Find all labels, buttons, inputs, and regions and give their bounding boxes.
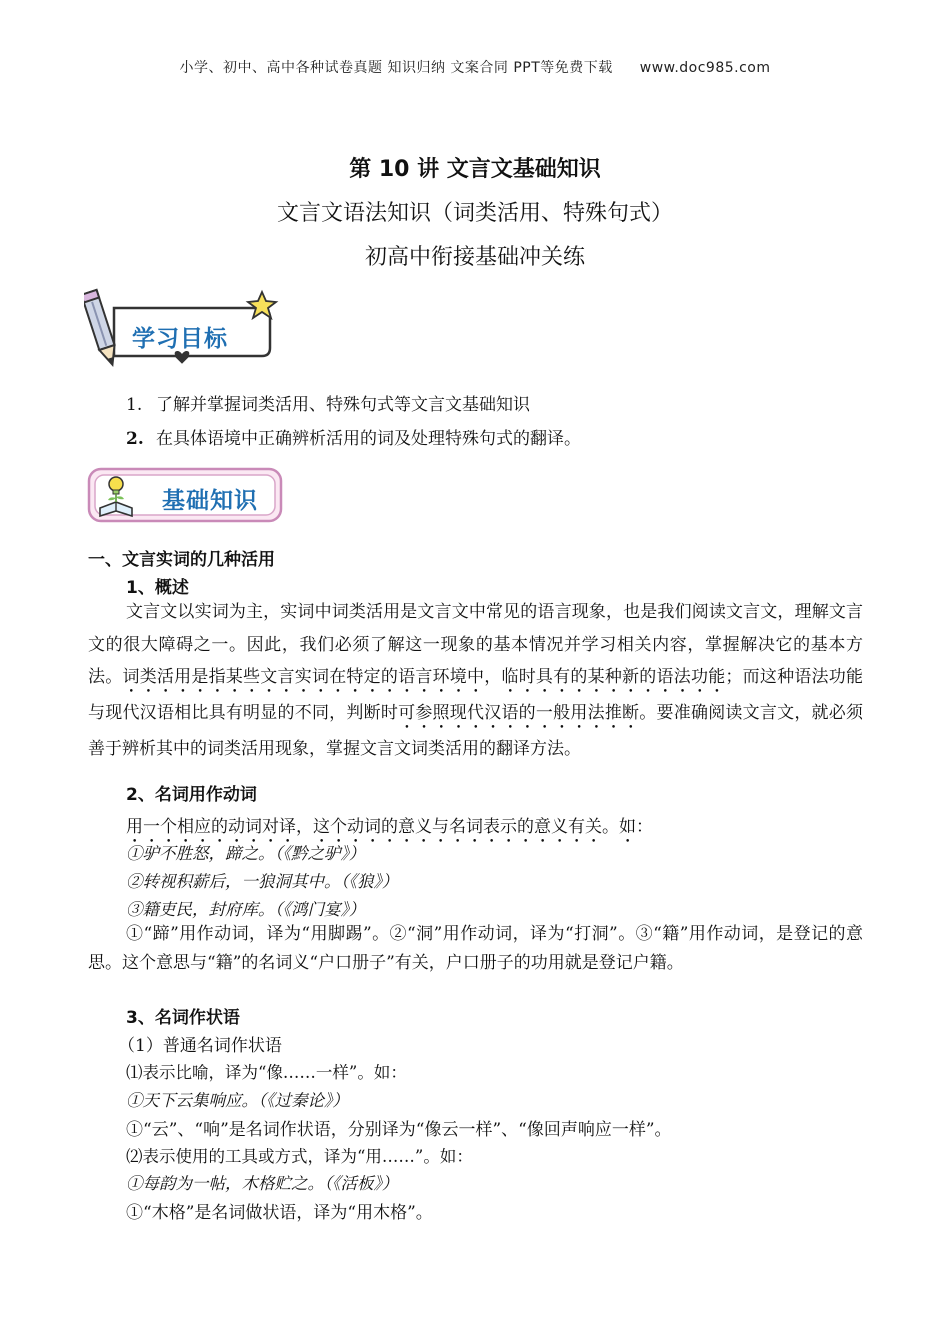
overview-paragraph (88, 596, 863, 766)
explanation-line: ①“云”、“响”是名词作状语，分别译为“像云一样”、“像回声响应一样”。 (126, 1120, 672, 1140)
goal-number: 1. (126, 395, 143, 415)
noun-adverbial-heading: 3、名词作状语 (126, 1008, 240, 1028)
overview-text-3: 。要准确阅读文言文，就必须善于辨析其中的词类活用现象，掌握文言文词类活用的翻译方法。 (88, 703, 864, 759)
overview-heading: 1、概述 (126, 578, 189, 598)
noun-verb-heading: 2、名词用作动词 (126, 785, 257, 805)
sub-heading: （1）普通名词作状语 (118, 1036, 282, 1056)
overview-text-2: ；而这种语法功能与现代汉语相比具有明显的不同，判断时 (88, 667, 864, 723)
overview-emphasis-1: 词类活用是指某些文言实词在特定的语言环境中，临时具有的某种新的语法功能 (122, 667, 726, 687)
lecture-subtitle-2: 初高中衔接基础冲关练 (364, 245, 585, 270)
section-heading: 一、文言实词的几种活用 (88, 550, 275, 570)
noun-verb-rule: 用一个相应的动词对译，这个动词的意义与名词表示的意义有关。如： (126, 817, 653, 837)
example-line: ①天下云集响应。（《过秦论》） (126, 1091, 349, 1110)
noun-verb-explanation: ①“蹄”用作动词，译为“用脚踢”。②“洞”用作动词，译为“打洞”。③“籍”用作动词，是登记的意思。这个意思与“籍”的名词义“户口册子”有关，户口册子的功用就是登记户籍。 (88, 924, 863, 973)
explanation-line: ①“木格”是名词做状语，译为“用木格”。 (126, 1203, 433, 1223)
goal-text: 了解并掌握词类活用、特殊句式等文言文基础知识 (156, 395, 530, 415)
page-header (0, 57, 950, 77)
overview-emphasis-2: 可参照现代汉语的一般用法推断 (398, 703, 640, 723)
example-line: ③籍吏民，封府库。（《鸿门宴》） (126, 900, 366, 919)
goal-text: 在具体语境中正确辨析活用的词及处理特殊句式的翻译。 (156, 429, 581, 449)
rule-item: ⑵表示使用的工具或方式，译为“用……”。如： (126, 1147, 473, 1166)
goals-badge (84, 286, 284, 370)
basics-badge-label: 基础知识 (162, 488, 258, 514)
lecture-subtitle: 文言文语法知识（词类活用、特殊句式） (276, 201, 673, 226)
goal-number: 2. (126, 429, 144, 449)
header-text: 小学、初中、高中各种试卷真题 知识归纳 文案合同 PPT等免费下载 (179, 60, 613, 76)
goal-item (126, 424, 581, 449)
rule-item: ⑴表示比喻，译为“像……一样”。如： (126, 1063, 407, 1082)
lecture-title: 第 10 讲 文言文基础知识 (349, 157, 601, 182)
example-line: ①每韵为一帖，木格贮之。（《活板》） (126, 1174, 399, 1193)
header-url[interactable]: www.doc985.com (639, 60, 771, 76)
basics-badge (86, 466, 286, 524)
goals-badge-label: 学习目标 (132, 326, 228, 352)
goal-item (126, 390, 530, 415)
example-line: ②转视积薪后，一狼洞其中。（《狼》） (126, 872, 399, 891)
example-line: ①驴不胜怒，蹄之。（《黔之驴》） (126, 844, 366, 863)
overview-text-1: 文言文以实词为主，实词中词类活用是文言文中常见的语言现象，也是我们阅读文言文，理解文言文的很大障碍之一。因此，我们必须了解这一现象的基本情况并学习相关内容，掌握解决它的基本方法。 (88, 602, 863, 687)
